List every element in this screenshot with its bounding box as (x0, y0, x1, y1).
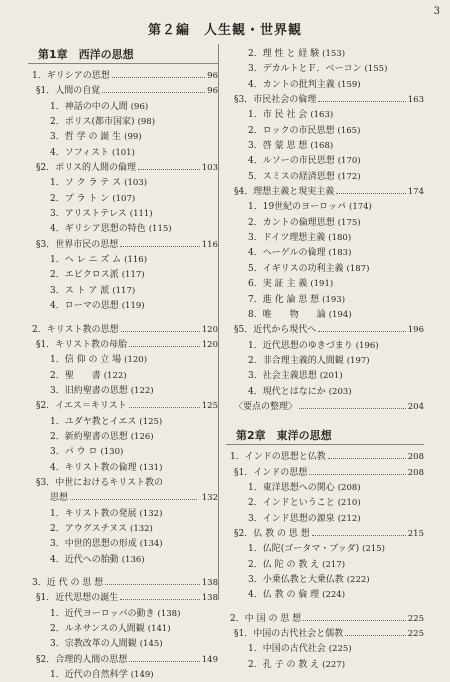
toc-subsection (28, 398, 218, 413)
dot-leader (70, 499, 197, 500)
toc-page-number: (141) (147, 624, 171, 635)
toc-entry-title: 3．宗教改革の人間観 (50, 639, 137, 650)
toc-list-right-top (226, 46, 424, 414)
toc-page-number: (117) (112, 285, 136, 296)
toc-entry-title: 1．ヘ レ ニ ズ ム (50, 255, 122, 266)
toc-page-number: (196) (355, 340, 379, 351)
toc-entry (28, 621, 218, 636)
toc-entry-title: 1．仏陀(ゴータマ・ブッダ) (248, 544, 360, 555)
toc-entry-title: §3．中世におけるキリスト教の (36, 477, 164, 488)
column-divider (218, 44, 219, 600)
dot-leader (112, 77, 205, 78)
dot-leader (336, 193, 406, 194)
toc-entry-title: 2．アウグスチヌス (50, 523, 128, 534)
toc-entry (226, 495, 424, 510)
toc-entry-title: 4．キリスト教の倫理 (50, 462, 137, 473)
toc-entry (28, 298, 218, 313)
toc-page-number: (227) (322, 659, 346, 670)
toc-page-number: 96 (207, 86, 218, 97)
toc-entry-title: 2．カントの倫理思想 (248, 217, 335, 228)
toc-page-number: (134) (139, 539, 163, 550)
dot-leader (121, 331, 200, 332)
toc-page-number: (183) (328, 248, 352, 259)
toc-page-number: (131) (139, 462, 163, 473)
toc-entry-title: §1．人間の自覚 (36, 86, 101, 97)
toc-entry (226, 261, 424, 276)
toc-entry (226, 123, 424, 138)
toc-page-number: (138) (157, 608, 181, 619)
toc-entry (28, 444, 218, 459)
toc-entry (226, 338, 424, 353)
toc-subsection (28, 83, 218, 98)
toc-entry-title: 4．近代への胎動 (50, 554, 119, 565)
toc-subsection (226, 184, 424, 199)
toc-entry (226, 641, 424, 656)
toc-entry (28, 283, 218, 298)
toc-subsection (226, 322, 424, 337)
toc-entry (226, 353, 424, 368)
toc-list-right-bottom (226, 449, 424, 672)
toc-page-number: (115) (148, 224, 172, 235)
toc-entry (226, 541, 424, 556)
toc-entry-title: 2．ポリス(都市国家) (50, 117, 135, 128)
toc-subsection (226, 626, 424, 641)
toc-entry-title: 2．仏 陀 の 教 え (248, 559, 320, 570)
toc-entry-title: 4．カントの批判主義 (248, 79, 335, 90)
toc-entry (226, 587, 424, 602)
toc-entry-title: 1．キリスト教の発展 (50, 508, 137, 519)
toc-page-number: (225) (328, 644, 352, 655)
toc-page-number: (120) (124, 355, 148, 366)
toc-entry (226, 46, 424, 61)
toc-page-number: (145) (139, 639, 163, 650)
toc-page-number: (168) (310, 141, 334, 152)
toc-page-number: 225 (407, 613, 424, 624)
toc-entry-title: §1．インドの思想 (234, 467, 308, 478)
toc-entry-title: 4．ローマの思想 (50, 301, 119, 312)
toc-entry (226, 245, 424, 260)
part-title: 第２編 人生観・世界観 (147, 23, 302, 38)
toc-entry-title: §4．理想主義と現実主義 (234, 187, 335, 198)
toc-entry (28, 99, 218, 114)
dot-leader (318, 331, 406, 332)
toc-subsection (226, 465, 424, 480)
toc-entry-title: 2．キリスト教の思想 (32, 324, 119, 335)
toc-entry (226, 169, 424, 184)
chapter-heading: 第2章 東洋の思想 (226, 427, 424, 445)
toc-entry-title: 2．非合理主義的人間観 (248, 355, 344, 366)
toc-page-number: (193) (322, 294, 346, 305)
toc-entry-title: §2．イエス＝キリスト (36, 401, 127, 412)
toc-page-number: (125) (139, 416, 163, 427)
toc-entry-title: 1．ユダヤ教とイエス (50, 416, 137, 427)
toc-entry (28, 221, 218, 236)
toc-entry-title: 1．近代の自然科学 (50, 670, 128, 681)
page-number: 3 (433, 6, 440, 17)
toc-entry-title: 1．インドの思想と仏教 (230, 452, 326, 463)
toc-entry-title: 3．ス ト ア 派 (50, 285, 110, 296)
toc-section (28, 575, 218, 590)
toc-entry-title: §2．合理的人間の思想 (36, 654, 128, 665)
toc-page-number: (103) (124, 178, 148, 189)
toc-entry (226, 572, 424, 587)
toc-entry-title: 2．聖 書 (50, 370, 101, 381)
toc-page-number: 96 (207, 71, 218, 81)
toc-page-number: (197) (346, 355, 370, 366)
toc-entry-title: 3．啓 蒙 思 想 (248, 141, 308, 152)
toc-entry-title: 3．小乗仏教と大乗仏教 (248, 575, 344, 585)
toc-entry-title: 1．近代ヨーロッパの動き (50, 608, 155, 619)
toc-entry-title: 8．唯 物 論 (248, 309, 326, 320)
toc-subsection (28, 337, 218, 352)
toc-page-number: (165) (337, 125, 361, 136)
toc-entry-title: 3．哲 学 の 誕 生 (50, 132, 122, 143)
toc-page-number: (119) (121, 301, 145, 312)
dot-leader (318, 101, 406, 102)
toc-entry (28, 267, 218, 282)
toc-entry (28, 521, 218, 536)
toc-section (28, 68, 218, 83)
toc-entry-title: 2．新約聖書の思想 (50, 431, 128, 442)
toc-page-number: (159) (337, 79, 361, 90)
toc-entry-title: 4．現代とはなにか (248, 386, 326, 397)
toc-page-number: (194) (328, 309, 352, 320)
toc-entry (28, 414, 218, 429)
toc-entry (226, 107, 424, 122)
toc-entry (226, 153, 424, 168)
toc-entry-title: 5．スミスの経済思想 (248, 171, 335, 182)
toc-entry-title: 4．ギリシア思想の特色 (50, 224, 146, 235)
dot-leader (105, 584, 200, 585)
toc-entry (226, 199, 424, 214)
toc-page-number: (170) (337, 156, 361, 167)
toc-subsection (226, 399, 424, 414)
toc-page-number: 225 (407, 629, 424, 640)
toc-page-number: 215 (407, 528, 424, 539)
toc-page-number: (180) (328, 233, 352, 244)
toc-page-number: (101) (112, 147, 135, 158)
toc-entry-title: 1．中国の古代社会 (248, 644, 326, 655)
toc-page-number: (96) (130, 101, 149, 112)
toc-page-number: 208 (407, 452, 424, 463)
toc-entry (28, 636, 218, 651)
toc-list-left (28, 68, 218, 682)
toc-page-number: (130) (100, 447, 124, 458)
toc-entry-title: 3．アリストテレス (50, 209, 127, 220)
toc-entry-title: 1．信 仰 の 立 場 (50, 355, 122, 366)
toc-page-number: (174) (349, 202, 372, 213)
toc-entry-title: 2．インドということ (248, 498, 335, 509)
toc-entry-title: 3．インド思想の源泉 (248, 513, 335, 524)
toc-entry (28, 206, 218, 221)
toc-entry-title: §1．中国の古代社会と儒教 (234, 629, 344, 640)
toc-entry (226, 61, 424, 76)
toc-entry-title: 2．ロックの市民思想 (248, 125, 335, 136)
toc-entry (28, 506, 218, 521)
toc-entry-title: 思想 (50, 493, 69, 504)
toc-subsection (28, 237, 218, 252)
dot-leader (303, 620, 406, 621)
toc-entry (226, 276, 424, 291)
toc-entry-title: 1．神話の中の人間 (50, 101, 128, 112)
toc-entry (28, 175, 218, 190)
toc-page-number: 120 (201, 339, 218, 350)
toc-page-number: 138 (201, 578, 218, 588)
toc-entry-title: 1．市 民 社 会 (248, 110, 308, 121)
toc-entry-title: 3．旧約聖書の思想 (50, 385, 128, 396)
toc-page-number: (153) (322, 49, 346, 59)
toc-entry-title: 4．ヘーゲルの倫理 (248, 248, 326, 259)
toc-entry-title: 5．イギリスの功利主義 (248, 263, 344, 274)
toc-entry (28, 114, 218, 129)
toc-page-number: 204 (407, 401, 424, 412)
toc-entry (28, 429, 218, 444)
toc-column-right (226, 46, 424, 672)
toc-page-number: (217) (322, 559, 346, 570)
toc-page-number: (163) (310, 110, 334, 121)
toc-entry-title: 2．理 性 と 経 験 (248, 49, 320, 59)
toc-page-number: (136) (121, 554, 145, 565)
toc-entry-title: 3．デカルトとＦ．ベーコン (248, 64, 362, 75)
toc-page-number: (215) (362, 544, 385, 555)
toc-page-number: (132) (130, 523, 153, 534)
toc-entry-title: 7．進 化 論 思 想 (248, 294, 320, 305)
toc-subsection (28, 590, 218, 605)
toc-entry (28, 368, 218, 383)
toc-entry-title: 4．ソフィスト (50, 147, 110, 158)
toc-page-number: (122) (103, 370, 127, 381)
toc-entry (28, 352, 218, 367)
toc-page-number: 196 (407, 325, 424, 336)
dot-leader (120, 599, 200, 600)
toc-entry-title: §5．近代から現代へ (234, 325, 317, 336)
toc-entry (226, 368, 424, 383)
toc-page-number: (149) (130, 670, 154, 681)
toc-page-number: (126) (130, 431, 154, 442)
toc-page-number: (99) (124, 132, 142, 143)
toc-entry-title: 2．エピクロス派 (50, 270, 119, 281)
dot-leader (129, 346, 200, 347)
toc-entry-title: 3．中世的思想の形成 (50, 539, 137, 550)
toc-entry-title: 2．中 国 の 思 想 (230, 613, 302, 624)
toc-page-number: (208) (337, 482, 361, 493)
toc-entry-title: §3．世界市民の思想 (36, 239, 119, 250)
toc-entry-title: 〈要点の整理〉 (234, 401, 298, 412)
toc-entry-title: 1．ギリシアの思想 (32, 71, 110, 81)
dot-leader (309, 474, 406, 475)
toc-page-number: (203) (328, 386, 352, 397)
toc-entry (28, 145, 218, 160)
toc-entry-title: 3．ドイツ理想主義 (248, 233, 326, 244)
toc-section (28, 322, 218, 337)
toc-page-number: (116) (124, 255, 148, 266)
toc-entry (28, 667, 218, 682)
toc-entry-title: 1．東洋思想への関心 (248, 482, 335, 493)
toc-entry (226, 384, 424, 399)
toc-page-number: (191) (310, 279, 334, 290)
toc-entry-title: 2．プ ラ ト ン (50, 193, 110, 204)
toc-page-number: (212) (337, 513, 361, 524)
toc-entry-title: 1．19世紀のヨーロッパ (248, 202, 346, 213)
toc-entry-title: 1．ソ ク ラ テ ス (50, 178, 122, 189)
toc-entry (226, 77, 424, 92)
toc-entry-title: 6．実 証 主 義 (248, 279, 308, 290)
toc-entry (226, 557, 424, 572)
toc-page-number: (210) (337, 498, 361, 509)
toc-entry (226, 138, 424, 153)
toc-page-number: (122) (130, 385, 154, 396)
dot-leader (312, 535, 406, 536)
toc-entry (28, 191, 218, 206)
toc-page-number: (201) (319, 371, 343, 382)
toc-entry (226, 657, 424, 672)
toc-page-number: (187) (346, 263, 370, 274)
toc-entry (226, 511, 424, 526)
toc-entry (28, 606, 218, 621)
toc-section (226, 611, 424, 626)
toc-entry-title: 1．近代思想のゆきづまり (248, 340, 353, 351)
chapter-heading: 第1章 西洋の思想 (28, 46, 218, 64)
toc-entry-title: §2．ポリス的人間の倫理 (36, 163, 137, 174)
toc-subsection (226, 526, 424, 541)
toc-section (226, 449, 424, 464)
toc-entry (28, 536, 218, 551)
toc-page-number: (117) (121, 270, 145, 281)
toc-page-number: (172) (337, 171, 361, 182)
toc-entry (226, 230, 424, 245)
toc-entry (28, 252, 218, 267)
toc-page-number: 163 (407, 95, 424, 106)
toc-page-number: 208 (407, 467, 424, 478)
toc-entry-title: 2．ルネサンスの人間観 (50, 624, 145, 635)
toc-entry-title: §2．仏 教 の 思 想 (234, 528, 310, 539)
toc-page-number: (107) (112, 193, 136, 204)
toc-entry (226, 215, 424, 230)
toc-subsection (226, 92, 424, 107)
toc-page-number: (222) (346, 575, 370, 585)
toc-entry-title: 4．仏 教 の 倫 理 (248, 590, 320, 601)
toc-entry-title: 4．ルソーの市民思想 (248, 156, 335, 167)
dot-leader (299, 408, 406, 409)
toc-page-number: 120 (201, 324, 218, 335)
dot-leader (102, 92, 205, 93)
toc-entry-title: §3．市民社会の倫理 (234, 95, 317, 106)
toc-entry-title: 3．パ ウ ロ (50, 447, 98, 458)
toc-entry (226, 480, 424, 495)
toc-entry-title: 3．近 代 の 思 想 (32, 578, 104, 588)
toc-column-left (28, 46, 218, 682)
toc-entry (28, 490, 218, 505)
toc-page-number: 132 (201, 493, 218, 504)
toc-page-number: 149 (201, 654, 218, 665)
toc-page-number: 138 (201, 593, 218, 604)
toc-subsection (28, 160, 218, 175)
toc-entry (28, 552, 218, 567)
toc-page-number: (132) (139, 508, 163, 519)
toc-subsection (28, 475, 218, 490)
toc-entry (226, 292, 424, 307)
toc-page-number: (111) (129, 209, 153, 220)
toc-entry-title: 2．孔 子 の 教 え (248, 659, 320, 670)
dot-leader (345, 635, 406, 636)
dot-leader (120, 246, 200, 247)
toc-entry (28, 460, 218, 475)
toc-page-number: (224) (322, 590, 346, 601)
toc-page-number: 116 (201, 239, 218, 250)
toc-page-number: (155) (364, 64, 388, 75)
toc-entry (226, 307, 424, 322)
toc-entry-title: §1．近代思想の誕生 (36, 593, 119, 604)
toc-page-number: 103 (201, 163, 218, 174)
toc-entry (28, 129, 218, 144)
toc-page-number: 125 (201, 401, 218, 412)
toc-entry (28, 383, 218, 398)
toc-entry-title: §1．キリスト教の母胎 (36, 339, 128, 350)
dot-leader (129, 407, 200, 408)
toc-page-number: 174 (407, 187, 424, 198)
dot-leader (328, 458, 406, 459)
dot-leader (129, 661, 200, 662)
dot-leader (138, 169, 200, 170)
toc-entry-title: 3．社会主義思想 (248, 371, 317, 382)
toc-page-number: (175) (337, 217, 361, 228)
toc-subsection (28, 652, 218, 667)
toc-page-number: (98) (137, 117, 156, 128)
